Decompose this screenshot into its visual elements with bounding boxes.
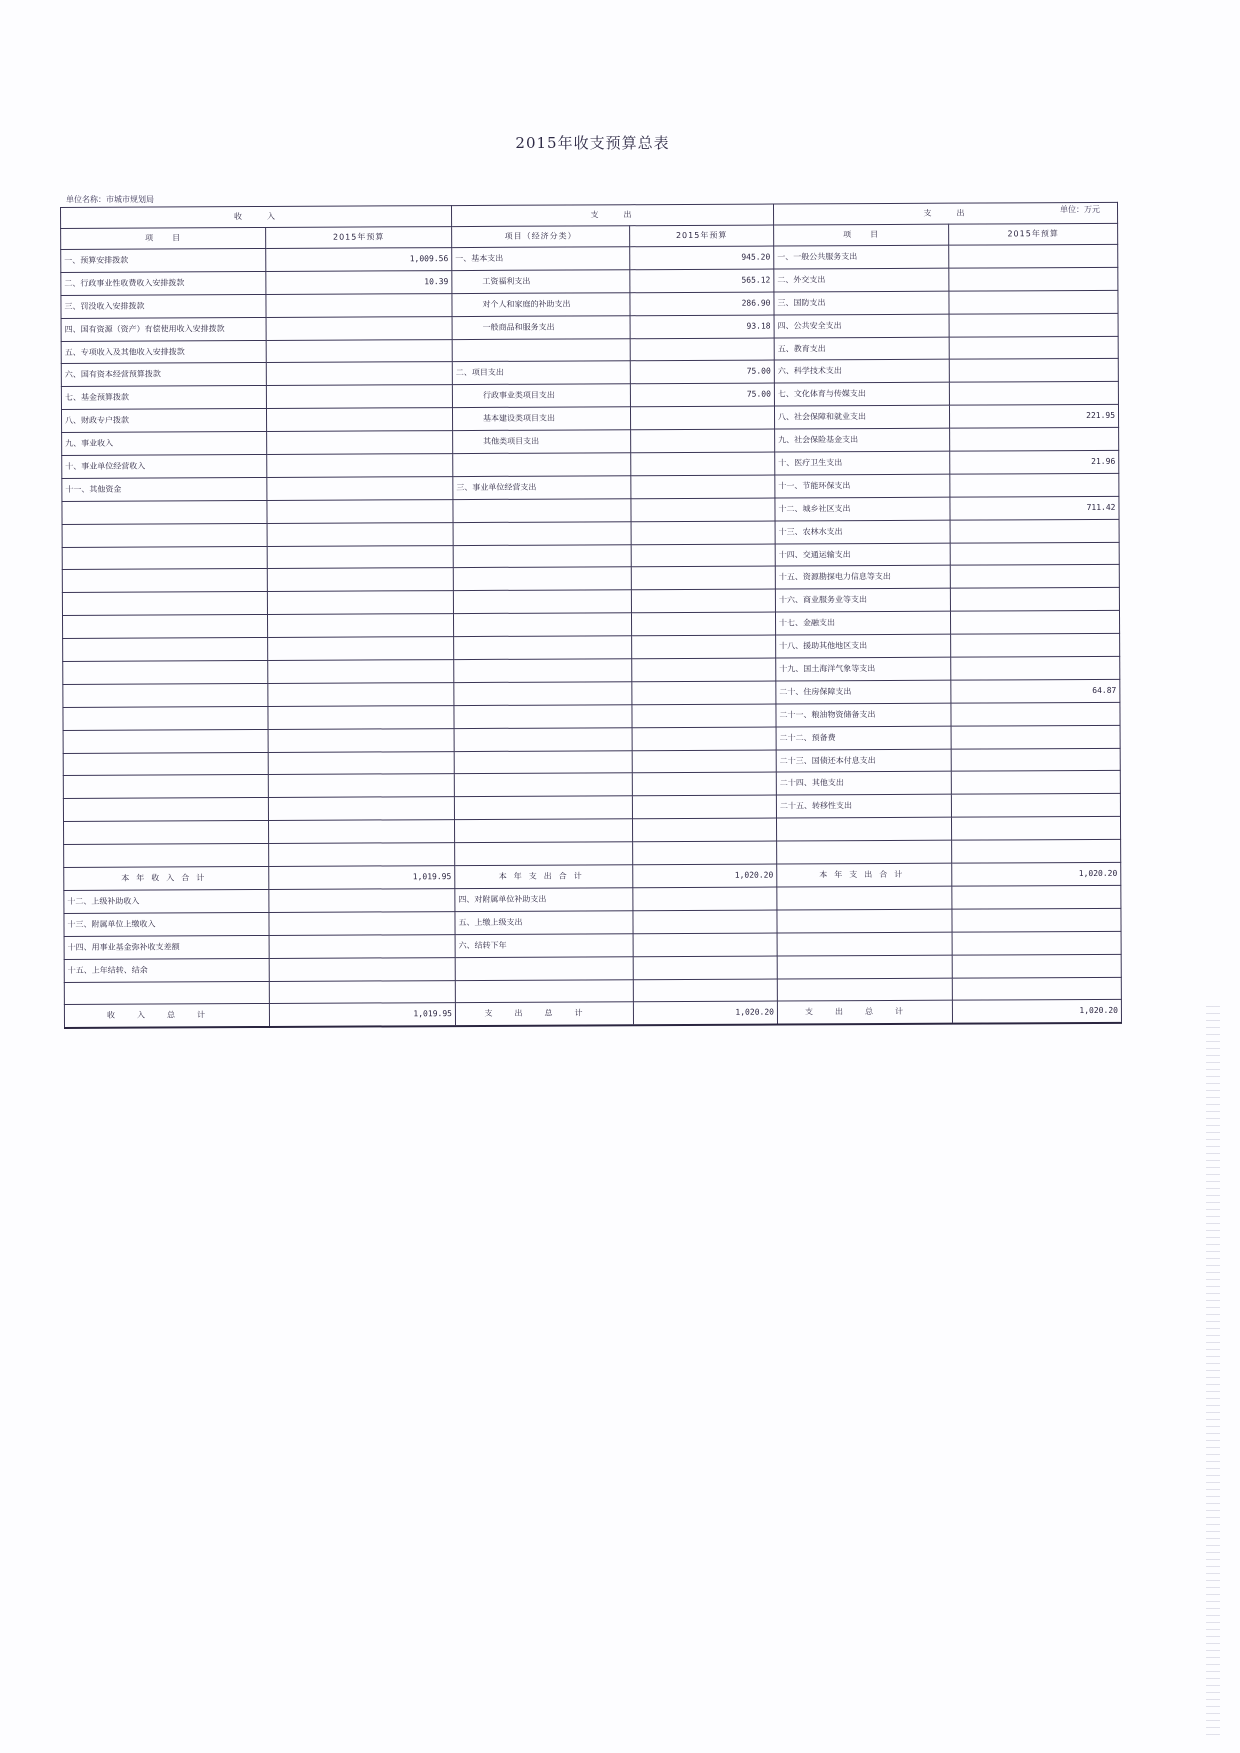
func-item-label: 十九、国土海洋气象等支出 [776, 657, 951, 681]
econ-item-value [631, 498, 775, 522]
func-item-value [950, 611, 1119, 635]
econ-item-value [631, 429, 775, 453]
income-item-value [268, 705, 454, 729]
income-item-label: 四、国有资源（资产）有偿使用收入安排拨款 [61, 317, 266, 341]
func-item-label [777, 932, 952, 956]
income-item-value [268, 683, 454, 707]
income-item-value [266, 339, 452, 363]
func-item-label: 十五、资源勘探电力信息等支出 [775, 566, 950, 590]
econ-item-value [631, 612, 775, 636]
func-item-label: 七、文化体育与传媒支出 [774, 382, 949, 406]
func-item-value [950, 542, 1119, 566]
income-item-value [266, 362, 452, 386]
year-income-total-value: 1,019.95 [269, 866, 455, 890]
income-item-value [268, 797, 454, 821]
func-item-label: 二十五、转移性支出 [776, 795, 951, 819]
econ-item-label [454, 727, 632, 751]
func-item-value [951, 702, 1120, 726]
econ-item-value [632, 750, 776, 774]
income-item-label: 十、事业单位经营收入 [62, 455, 267, 479]
grand-econ-total-label: 支出总计 [455, 1002, 633, 1026]
econ-item-label: 二、项目支出 [452, 361, 630, 385]
econ-item-label [453, 544, 631, 568]
expense-header-left: 支 出 [451, 204, 773, 227]
income-item-value [268, 637, 454, 661]
econ-item-value [633, 956, 777, 980]
func-item-value [952, 885, 1121, 909]
income-item-value [267, 454, 453, 478]
econ-item-value: 75.00 [630, 383, 774, 407]
func-item-label [777, 909, 952, 933]
income-item-label [62, 523, 267, 547]
func-item-label: 二十三、国债还本付息支出 [776, 749, 951, 773]
func-item-label: 二十一、粮油物资储备支出 [776, 703, 951, 727]
grand-func-total-value: 1,020.20 [952, 1000, 1121, 1024]
econ-item-value [632, 727, 776, 751]
func-item-value: 711.42 [950, 496, 1119, 520]
grand-econ-total-value: 1,020.20 [633, 1001, 777, 1025]
econ-item-label: 六、结转下年 [455, 933, 633, 957]
income-item-label: 六、国有资本经营预算拨款 [61, 363, 266, 387]
income-item-value [269, 934, 455, 958]
income-item-label [62, 569, 267, 593]
func-item-label: 三、国防支出 [774, 291, 949, 315]
income-item-label: 十二、上级补助收入 [64, 889, 269, 913]
income-item-label [62, 546, 267, 570]
econ-item-value [631, 544, 775, 568]
income-item-value [269, 957, 455, 981]
func-item-value [949, 336, 1118, 360]
income-item-value [269, 911, 455, 935]
expense-header-right: 支 出 [773, 202, 1117, 225]
income-item-value [267, 545, 453, 569]
func-item-label: 十六、商业服务业等支出 [775, 589, 950, 613]
econ-item-value [632, 681, 776, 705]
econ-item-label: 工资福利支出 [452, 270, 630, 294]
income-item-value [267, 499, 453, 523]
year-econ-total-label: 本年支出合计 [455, 865, 633, 889]
econ-item-value [631, 452, 775, 476]
func-item-value [952, 908, 1121, 932]
econ-item-value: 565.12 [630, 269, 774, 293]
econ-item-label [454, 682, 632, 706]
income-item-label: 五、专项收入及其他收入安排拨款 [61, 340, 266, 364]
econ-item-value: 945.20 [630, 246, 774, 270]
econ-item-value [633, 887, 777, 911]
col-header-budget-func: 2015年预算 [949, 223, 1118, 245]
income-item-value [269, 980, 455, 1004]
econ-item-value: 93.18 [630, 315, 774, 339]
func-item-label: 十七、金融支出 [775, 611, 950, 635]
income-item-value [266, 316, 452, 340]
scan-edge-noise [1206, 1000, 1220, 1740]
econ-item-value: 75.00 [630, 360, 774, 384]
income-item-label: 十五、上年结转、结余 [64, 958, 269, 982]
econ-item-value [632, 818, 776, 842]
func-item-label: 二十、住房保障支出 [776, 680, 951, 704]
col-header-item-econ: 项目（经济分类） [452, 226, 630, 248]
income-item-label [64, 821, 269, 845]
func-item-value [951, 725, 1120, 749]
econ-item-value [632, 795, 776, 819]
econ-item-value [631, 521, 775, 545]
income-item-value [268, 660, 454, 684]
func-item-value [952, 954, 1121, 978]
func-item-value [952, 931, 1121, 955]
income-item-value [267, 522, 453, 546]
income-item-value [268, 751, 454, 775]
func-item-value [949, 313, 1118, 337]
income-item-value [267, 568, 453, 592]
func-item-label: 十三、农林水支出 [775, 520, 950, 544]
income-header: 收 入 [61, 206, 452, 229]
func-item-value: 21.96 [950, 450, 1119, 474]
func-item-value [949, 290, 1118, 314]
income-item-label: 十三、附属单位上缴收入 [64, 912, 269, 936]
econ-item-label: 一、基本支出 [452, 247, 630, 271]
func-item-value [950, 427, 1119, 451]
func-item-value [950, 473, 1119, 497]
econ-item-label [453, 453, 631, 477]
econ-item-value [633, 933, 777, 957]
econ-item-value [632, 658, 776, 682]
econ-item-value [631, 475, 775, 499]
func-item-label: 二十四、其他支出 [776, 772, 951, 796]
econ-item-label: 四、对附属单位补助支出 [455, 888, 633, 912]
year-income-total-label: 本年收入合计 [64, 867, 269, 891]
income-item-label [63, 683, 268, 707]
econ-item-value [630, 406, 774, 430]
func-item-value [949, 359, 1118, 383]
func-item-value [951, 748, 1120, 772]
econ-item-label: 基本建设类项目支出 [452, 407, 630, 431]
grand-income-total-value: 1,019.95 [269, 1003, 455, 1027]
func-item-label: 九、社会保险基金支出 [775, 428, 950, 452]
func-item-value [952, 977, 1121, 1001]
income-item-label: 二、行政事业性收费收入安排拨款 [61, 271, 266, 295]
income-item-value: 10.39 [266, 270, 452, 294]
econ-item-value [632, 635, 776, 659]
func-item-value [951, 656, 1120, 680]
func-item-label [777, 840, 952, 864]
income-item-value [267, 476, 453, 500]
func-item-value [949, 267, 1118, 291]
econ-item-label [454, 750, 632, 774]
income-item-label [63, 775, 268, 799]
income-item-value: 1,009.56 [266, 248, 452, 272]
grand-income-total-label: 收入总计 [64, 1004, 269, 1028]
func-item-value [950, 519, 1119, 543]
income-item-value [269, 843, 455, 867]
func-item-label: 六、科学技术支出 [774, 360, 949, 384]
income-item-label: 一、预算安排拨款 [61, 248, 266, 272]
econ-item-label [453, 499, 631, 523]
income-item-label [63, 798, 268, 822]
income-item-label [62, 500, 267, 524]
income-item-label: 三、罚没收入安排拨款 [61, 294, 266, 318]
unit-name-label: 单位名称：市城市规划局 [66, 195, 154, 204]
income-item-label [64, 844, 269, 868]
econ-item-label [453, 567, 631, 591]
func-item-label: 十八、援助其他地区支出 [776, 634, 951, 658]
econ-item-label [455, 979, 633, 1003]
func-item-value: 64.87 [951, 679, 1120, 703]
income-item-label: 十四、用事业基金弥补收支差额 [64, 935, 269, 959]
income-item-label [64, 981, 269, 1005]
econ-item-label [455, 842, 633, 866]
income-item-label [63, 752, 268, 776]
econ-item-label: 三、事业单位经营支出 [453, 476, 631, 500]
econ-item-label [453, 613, 631, 637]
func-item-value [950, 565, 1119, 589]
econ-item-label: 行政事业类项目支出 [452, 384, 630, 408]
econ-item-value [631, 589, 775, 613]
econ-item-label [454, 636, 632, 660]
func-item-value [949, 244, 1118, 268]
func-item-value [951, 817, 1120, 841]
income-item-label [63, 661, 268, 685]
income-item-value [266, 293, 452, 317]
grand-func-total-label: 支出总计 [777, 1001, 952, 1025]
econ-item-label [453, 590, 631, 614]
income-item-label: 七、基金预算拨款 [61, 386, 266, 410]
econ-item-value [632, 772, 776, 796]
col-header-budget: 2015年预算 [266, 227, 452, 249]
year-func-total-value: 1,020.20 [952, 862, 1121, 886]
income-item-label [63, 706, 268, 730]
year-func-total-label: 本年支出合计 [777, 863, 952, 887]
income-item-label [63, 729, 268, 753]
econ-item-label: 五、上缴上级支出 [455, 911, 633, 935]
income-item-value [266, 408, 452, 432]
func-item-label [777, 886, 952, 910]
year-econ-total-value: 1,020.20 [633, 864, 777, 888]
page-title: 2015年收支预算总表 [515, 134, 670, 152]
income-item-label [63, 638, 268, 662]
econ-item-label [454, 796, 632, 820]
income-item-label: 八、财政专户拨款 [61, 409, 266, 433]
econ-item-label [452, 338, 630, 362]
econ-item-value [633, 979, 777, 1003]
econ-item-label: 一般商品和服务支出 [452, 315, 630, 339]
func-item-label: 十二、城乡社区支出 [775, 497, 950, 521]
econ-item-value [632, 704, 776, 728]
func-item-value [952, 839, 1121, 863]
func-item-label [777, 955, 952, 979]
income-item-value [269, 820, 455, 844]
income-item-value [269, 889, 455, 913]
income-item-value [267, 614, 453, 638]
econ-item-label [454, 773, 632, 797]
func-item-value: 221.95 [949, 405, 1118, 429]
budget-summary-table [60, 202, 1122, 1029]
currency-unit-label: 单位：万元 [1060, 205, 1100, 214]
func-item-label: 八、社会保障和就业支出 [774, 405, 949, 429]
income-item-label [62, 615, 267, 639]
grand-total-row [64, 1000, 1121, 1029]
func-item-label [777, 978, 952, 1002]
income-item-value [267, 591, 453, 615]
econ-item-value [631, 566, 775, 590]
econ-item-label [455, 956, 633, 980]
func-item-value [951, 794, 1120, 818]
func-item-label [776, 817, 951, 841]
econ-item-value [630, 338, 774, 362]
income-item-value [268, 728, 454, 752]
income-item-label [62, 592, 267, 616]
income-item-value [268, 774, 454, 798]
col-header-item-func: 项 目 [774, 224, 949, 246]
func-item-label: 十一、节能环保支出 [775, 474, 950, 498]
econ-item-label: 其他类项目支出 [453, 430, 631, 454]
econ-item-label: 对个人和家庭的补助支出 [452, 292, 630, 316]
func-item-label: 二、外交支出 [774, 268, 949, 292]
income-item-value [267, 431, 453, 455]
income-item-label: 九、事业收入 [62, 432, 267, 456]
func-item-label: 四、公共安全支出 [774, 314, 949, 338]
income-item-label: 十一、其他资金 [62, 477, 267, 501]
econ-item-label [454, 659, 632, 683]
econ-item-value [633, 910, 777, 934]
econ-item-label [454, 705, 632, 729]
func-item-value [949, 382, 1118, 406]
econ-item-value: 286.90 [630, 292, 774, 316]
econ-item-value [633, 841, 777, 865]
func-item-value [950, 588, 1119, 612]
func-item-label: 十四、交通运输支出 [775, 543, 950, 567]
econ-item-label [453, 521, 631, 545]
econ-item-label [454, 819, 632, 843]
func-item-label: 十、医疗卫生支出 [775, 451, 950, 475]
func-item-label: 五、教育支出 [774, 337, 949, 361]
col-header-item: 项 目 [61, 227, 266, 249]
func-item-label: 二十二、预备费 [776, 726, 951, 750]
func-item-value [951, 771, 1120, 795]
func-item-value [951, 633, 1120, 657]
col-header-budget-econ: 2015年预算 [630, 225, 774, 247]
income-item-value [266, 385, 452, 409]
func-item-label: 一、一般公共服务支出 [774, 245, 949, 269]
